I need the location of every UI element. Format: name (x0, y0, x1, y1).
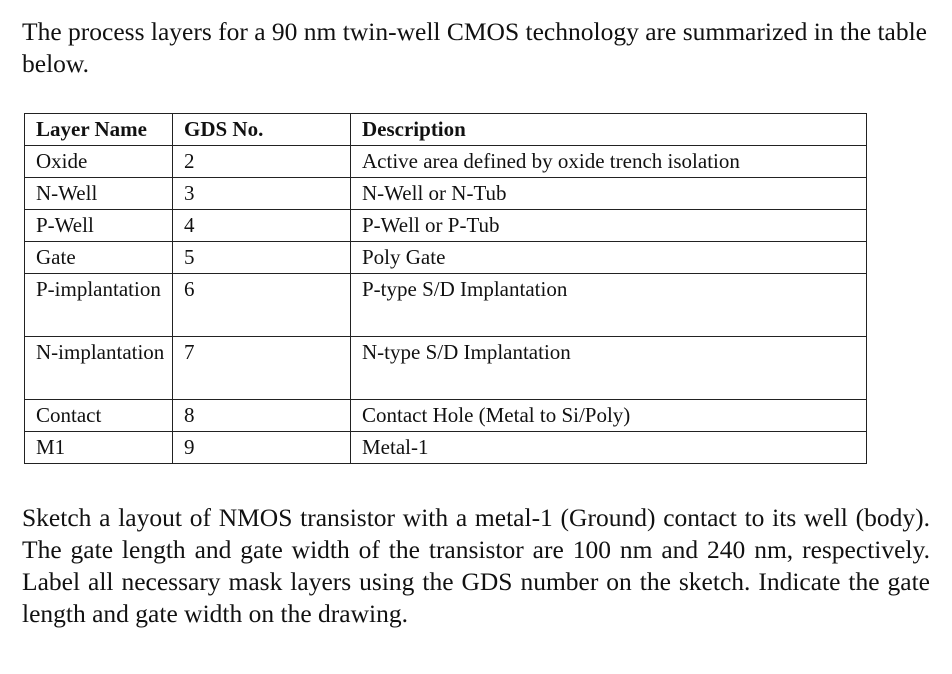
cell-layer-name: N-Well (25, 178, 173, 210)
cell-gds-no: 6 (173, 274, 351, 337)
table-row (25, 432, 867, 464)
cell-layer-name: Gate (25, 242, 173, 274)
cell-layer-name: P-implantation (25, 274, 173, 337)
cell-description: Active area defined by oxide trench isolation (351, 146, 867, 178)
intro-paragraph: The process layers for a 90 nm twin-well CMOS technology are summarized in the table below. (22, 17, 928, 78)
cell-layer-name: P-Well (25, 210, 173, 242)
cell-layer-name: Oxide (25, 146, 173, 178)
table-row (25, 146, 867, 178)
table-row (25, 400, 867, 432)
cell-description: Poly Gate (351, 242, 867, 274)
process-layers-table (24, 113, 867, 464)
cell-description: Metal-1 (351, 432, 867, 464)
cell-layer-name: N-implantation (25, 337, 173, 400)
table-row (25, 178, 867, 210)
cell-gds-no: 8 (173, 400, 351, 432)
cell-description: P-type S/D Implantation (351, 274, 867, 337)
cell-description: N-Well or N-Tub (351, 178, 867, 210)
table-row (25, 337, 867, 400)
cell-gds-no: 7 (173, 337, 351, 400)
cell-description: N-type S/D Implantation (351, 337, 867, 400)
table-row (25, 274, 867, 337)
table-row (25, 210, 867, 242)
table-row (25, 242, 867, 274)
cell-gds-no: 9 (173, 432, 351, 464)
question-paragraph: Sketch a layout of NMOS transistor with a metal-1 (Ground) contact to its well (body). The gate length and gate width of the transistor are 100 nm and 240 nm, respectively. Label all necessary mask layers using the GDS number on the sketch. Indicate the gate length and gate width on the drawing. (22, 503, 930, 628)
cell-description: Contact Hole (Metal to Si/Poly) (351, 400, 867, 432)
cell-gds-no: 5 (173, 242, 351, 274)
header-layer-name: Layer Name (25, 114, 173, 146)
cell-gds-no: 2 (173, 146, 351, 178)
cell-gds-no: 4 (173, 210, 351, 242)
cell-layer-name: Contact (25, 400, 173, 432)
cell-description: P-Well or P-Tub (351, 210, 867, 242)
cell-layer-name: M1 (25, 432, 173, 464)
header-description: Description (351, 114, 867, 146)
table-header-row (25, 114, 867, 146)
header-gds-no: GDS No. (173, 114, 351, 146)
cell-gds-no: 3 (173, 178, 351, 210)
process-layers-table-container (24, 113, 867, 464)
